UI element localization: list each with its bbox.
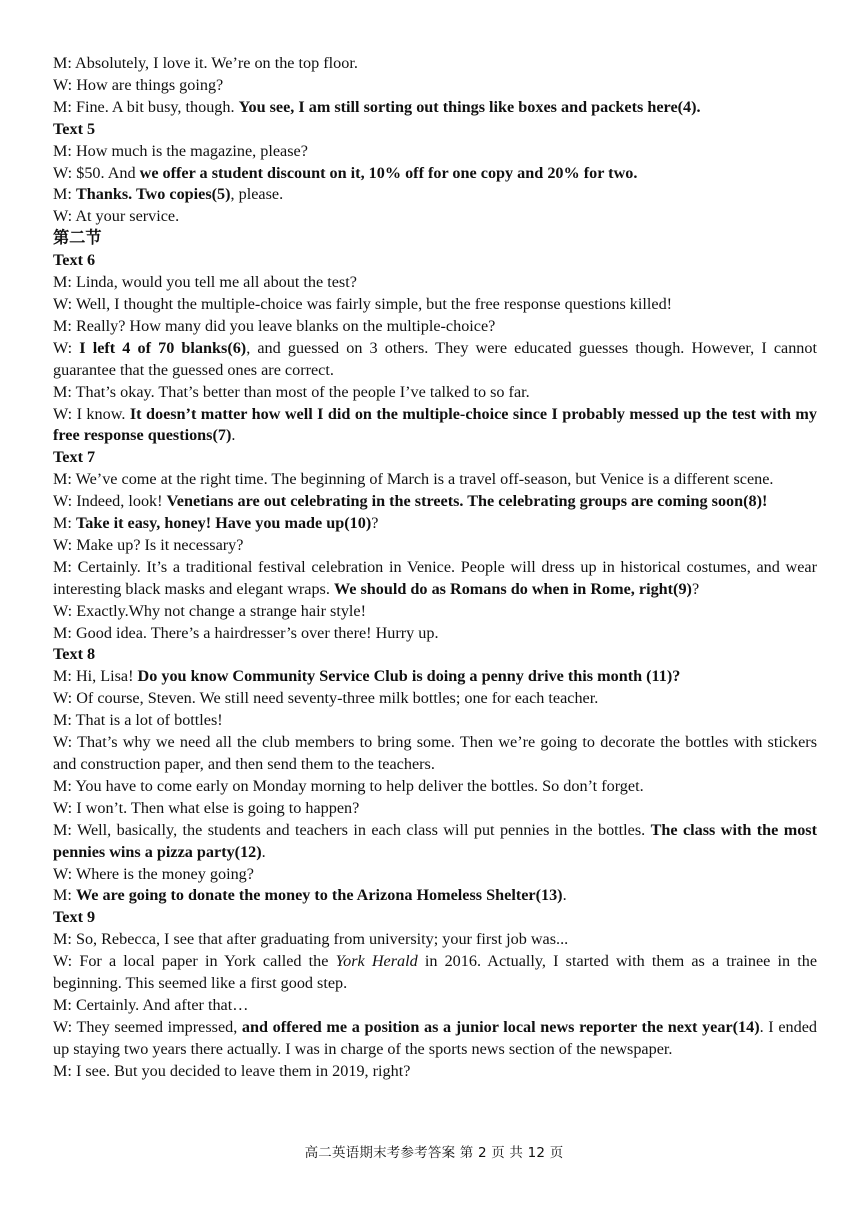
dialogue-line <box>53 864 817 886</box>
text-segment: . <box>562 886 567 905</box>
text-segment: W: At your service. <box>53 207 180 226</box>
text-segment: . I ended up staying two years there actually. I was in charge of the sports news section of the newspaper. <box>53 1017 817 1058</box>
dialogue-line <box>53 929 817 951</box>
dialogue-line <box>53 601 817 623</box>
text-segment: M: Fine. A bit busy, though. <box>53 97 239 116</box>
answer-highlight: Text 7 <box>53 448 96 467</box>
dialogue-line <box>53 491 817 513</box>
text-segment: W: Exactly.Why not change a strange hair style! <box>53 601 366 620</box>
dialogue-line <box>53 820 817 864</box>
dialogue-line <box>53 469 817 491</box>
dialogue-line <box>53 382 817 404</box>
text-segment: , and guessed on 3 others. They were educated guesses though. However, I cannot guarantee that the guessed ones are correct. <box>53 338 817 379</box>
answer-highlight: we offer a student discount on it, 10% off for one copy and 20% for two. <box>139 163 638 182</box>
text-segment: M: That is a lot of bottles! <box>53 711 223 730</box>
answer-highlight: Take it easy, honey! Have you made up(10) <box>75 514 372 533</box>
dialogue-line <box>53 623 817 645</box>
dialogue-line <box>53 75 817 97</box>
dialogue-line <box>53 294 817 316</box>
text-segment: ? <box>691 579 700 598</box>
text-segment: M: <box>53 886 76 905</box>
text-segment: , please. <box>230 185 284 204</box>
dialogue-line <box>53 316 817 338</box>
answer-highlight: We are going to donate the money to the Arizona Homeless Shelter(13) <box>75 886 563 905</box>
answer-highlight: The class with the most pennies wins a pizza party(12) <box>53 820 817 861</box>
text-segment: M: <box>53 514 76 533</box>
answer-highlight: Thanks. Two copies(5) <box>75 185 231 204</box>
section-heading <box>53 119 817 141</box>
answer-highlight: Do you know Community Service Club is doing a penny drive this month (11)? <box>137 667 681 686</box>
text-segment: W: $50. And <box>53 163 140 182</box>
dialogue-line <box>53 272 817 294</box>
text-segment: W: Of course, Steven. We still need seventy-three milk bottles; one for each teacher. <box>53 689 599 708</box>
text-segment: W: I won’t. Then what else is going to happen? <box>53 798 360 817</box>
dialogue-line <box>53 557 817 601</box>
text-segment: M: That’s okay. That’s better than most of the people I’ve talked to so far. <box>53 382 530 401</box>
text-segment: M: Linda, would you tell me all about the test? <box>53 273 357 292</box>
answer-highlight: Text 8 <box>53 645 96 664</box>
text-segment: M: You have to come early on Monday morning to help deliver the bottles. So don’t forget. <box>53 776 644 795</box>
text-segment: . <box>231 426 236 445</box>
text-segment: M: Certainly. And after that… <box>53 995 249 1014</box>
text-segment: M: I see. But you decided to leave them in 2019, right? <box>53 1061 411 1080</box>
page-footer: 高二英语期末考参考答案 第 2 页 共 12 页 <box>304 1145 564 1161</box>
section-heading <box>53 228 817 250</box>
text-segment: . <box>261 842 266 861</box>
text-segment: W: <box>53 338 80 357</box>
text-segment: W: They seemed impressed, <box>53 1017 242 1036</box>
answer-highlight: I left 4 of 70 blanks(6) <box>79 338 247 357</box>
text-segment: M: Good idea. There’s a hairdresser’s over there! Hurry up. <box>53 623 439 642</box>
text-segment: M: Absolutely, I love it. We’re on the top floor. <box>53 54 358 72</box>
dialogue-line <box>53 732 817 776</box>
text-segment: M: Well, basically, the students and teachers in each class will put pennies in the bottles. <box>53 820 651 839</box>
section-heading <box>53 447 817 469</box>
text-segment: W: Where is the money going? <box>53 864 254 883</box>
text-segment: M: How much is the magazine, please? <box>53 141 308 160</box>
dialogue-line <box>53 688 817 710</box>
section-heading <box>53 644 817 666</box>
text-segment: W: For a local paper in York called the <box>53 952 336 971</box>
dialogue-line <box>53 404 817 448</box>
text-segment: W: Indeed, look! <box>53 492 167 511</box>
answer-highlight: You see, I am still sorting out things like boxes and packets here(4). <box>238 97 701 116</box>
text-segment: W: How are things going? <box>53 75 224 94</box>
answer-highlight: It doesn’t matter how well I did on the multiple-choice since I probably messed up the test with my free response questions(7) <box>53 404 817 445</box>
section-heading <box>53 907 817 929</box>
text-segment: in 2016. Actually, I started with them as a trainee in the beginning. This seemed like a first good step. <box>53 952 818 993</box>
dialogue-line <box>53 338 817 382</box>
text-segment: M: Certainly. It’s a traditional festival celebration in Venice. People will dress up in historical costumes, and wear interesting black masks and elegant wraps. <box>53 557 817 598</box>
text-segment: M: Hi, Lisa! <box>53 667 138 686</box>
section-heading <box>53 250 817 272</box>
dialogue-line <box>53 535 817 557</box>
dialogue-line <box>53 97 817 119</box>
answer-highlight: We should do as Romans do when in Rome, right(9) <box>333 579 692 598</box>
text-segment: W: Well, I thought the multiple-choice was fairly simple, but the free response questions killed! <box>53 294 673 313</box>
dialogue-line <box>53 798 817 820</box>
dialogue-line <box>53 951 817 995</box>
text-segment: W: Make up? Is it necessary? <box>53 535 244 554</box>
dialogue-line <box>53 53 817 75</box>
dialogue-line <box>53 184 817 206</box>
answer-highlight: Text 5 <box>53 119 96 138</box>
dialogue-line <box>53 206 817 228</box>
dialogue-line <box>53 666 817 688</box>
answer-highlight: 第二节 <box>53 229 102 248</box>
text-segment: W: That’s why we need all the club members to bring some. Then we’re going to decorate the bottles with stickers and construction paper, and then send them to the teachers. <box>53 733 817 773</box>
dialogue-line <box>53 885 817 907</box>
answer-highlight: Venetians are out celebrating in the streets. The celebrating groups are coming soon(8)! <box>166 492 768 511</box>
dialogue-line <box>53 776 817 798</box>
text-segment: York Herald <box>335 952 418 971</box>
dialogue-line <box>53 163 817 185</box>
text-segment: M: <box>53 185 76 204</box>
text-segment: M: Really? How many did you leave blanks on the multiple-choice? <box>53 316 496 335</box>
answer-highlight: Text 6 <box>53 251 96 270</box>
text-segment: W: I know. <box>53 404 130 423</box>
text-segment: M: So, Rebecca, I see that after graduating from university; your first job was... <box>53 930 569 949</box>
dialogue-line <box>53 1061 817 1083</box>
dialogue-line <box>53 1017 817 1061</box>
dialogue-line <box>53 710 817 732</box>
answer-highlight: Text 9 <box>53 908 96 927</box>
answer-highlight: and offered me a position as a junior local news reporter the next year(14) <box>241 1017 760 1036</box>
dialogue-line <box>53 995 817 1017</box>
document-body <box>53 53 817 1083</box>
text-segment: M: We’ve come at the right time. The beginning of March is a travel off-season, but Venice is a different scene. <box>53 470 774 489</box>
text-segment: ? <box>371 514 379 533</box>
dialogue-line <box>53 513 817 535</box>
dialogue-line <box>53 141 817 163</box>
